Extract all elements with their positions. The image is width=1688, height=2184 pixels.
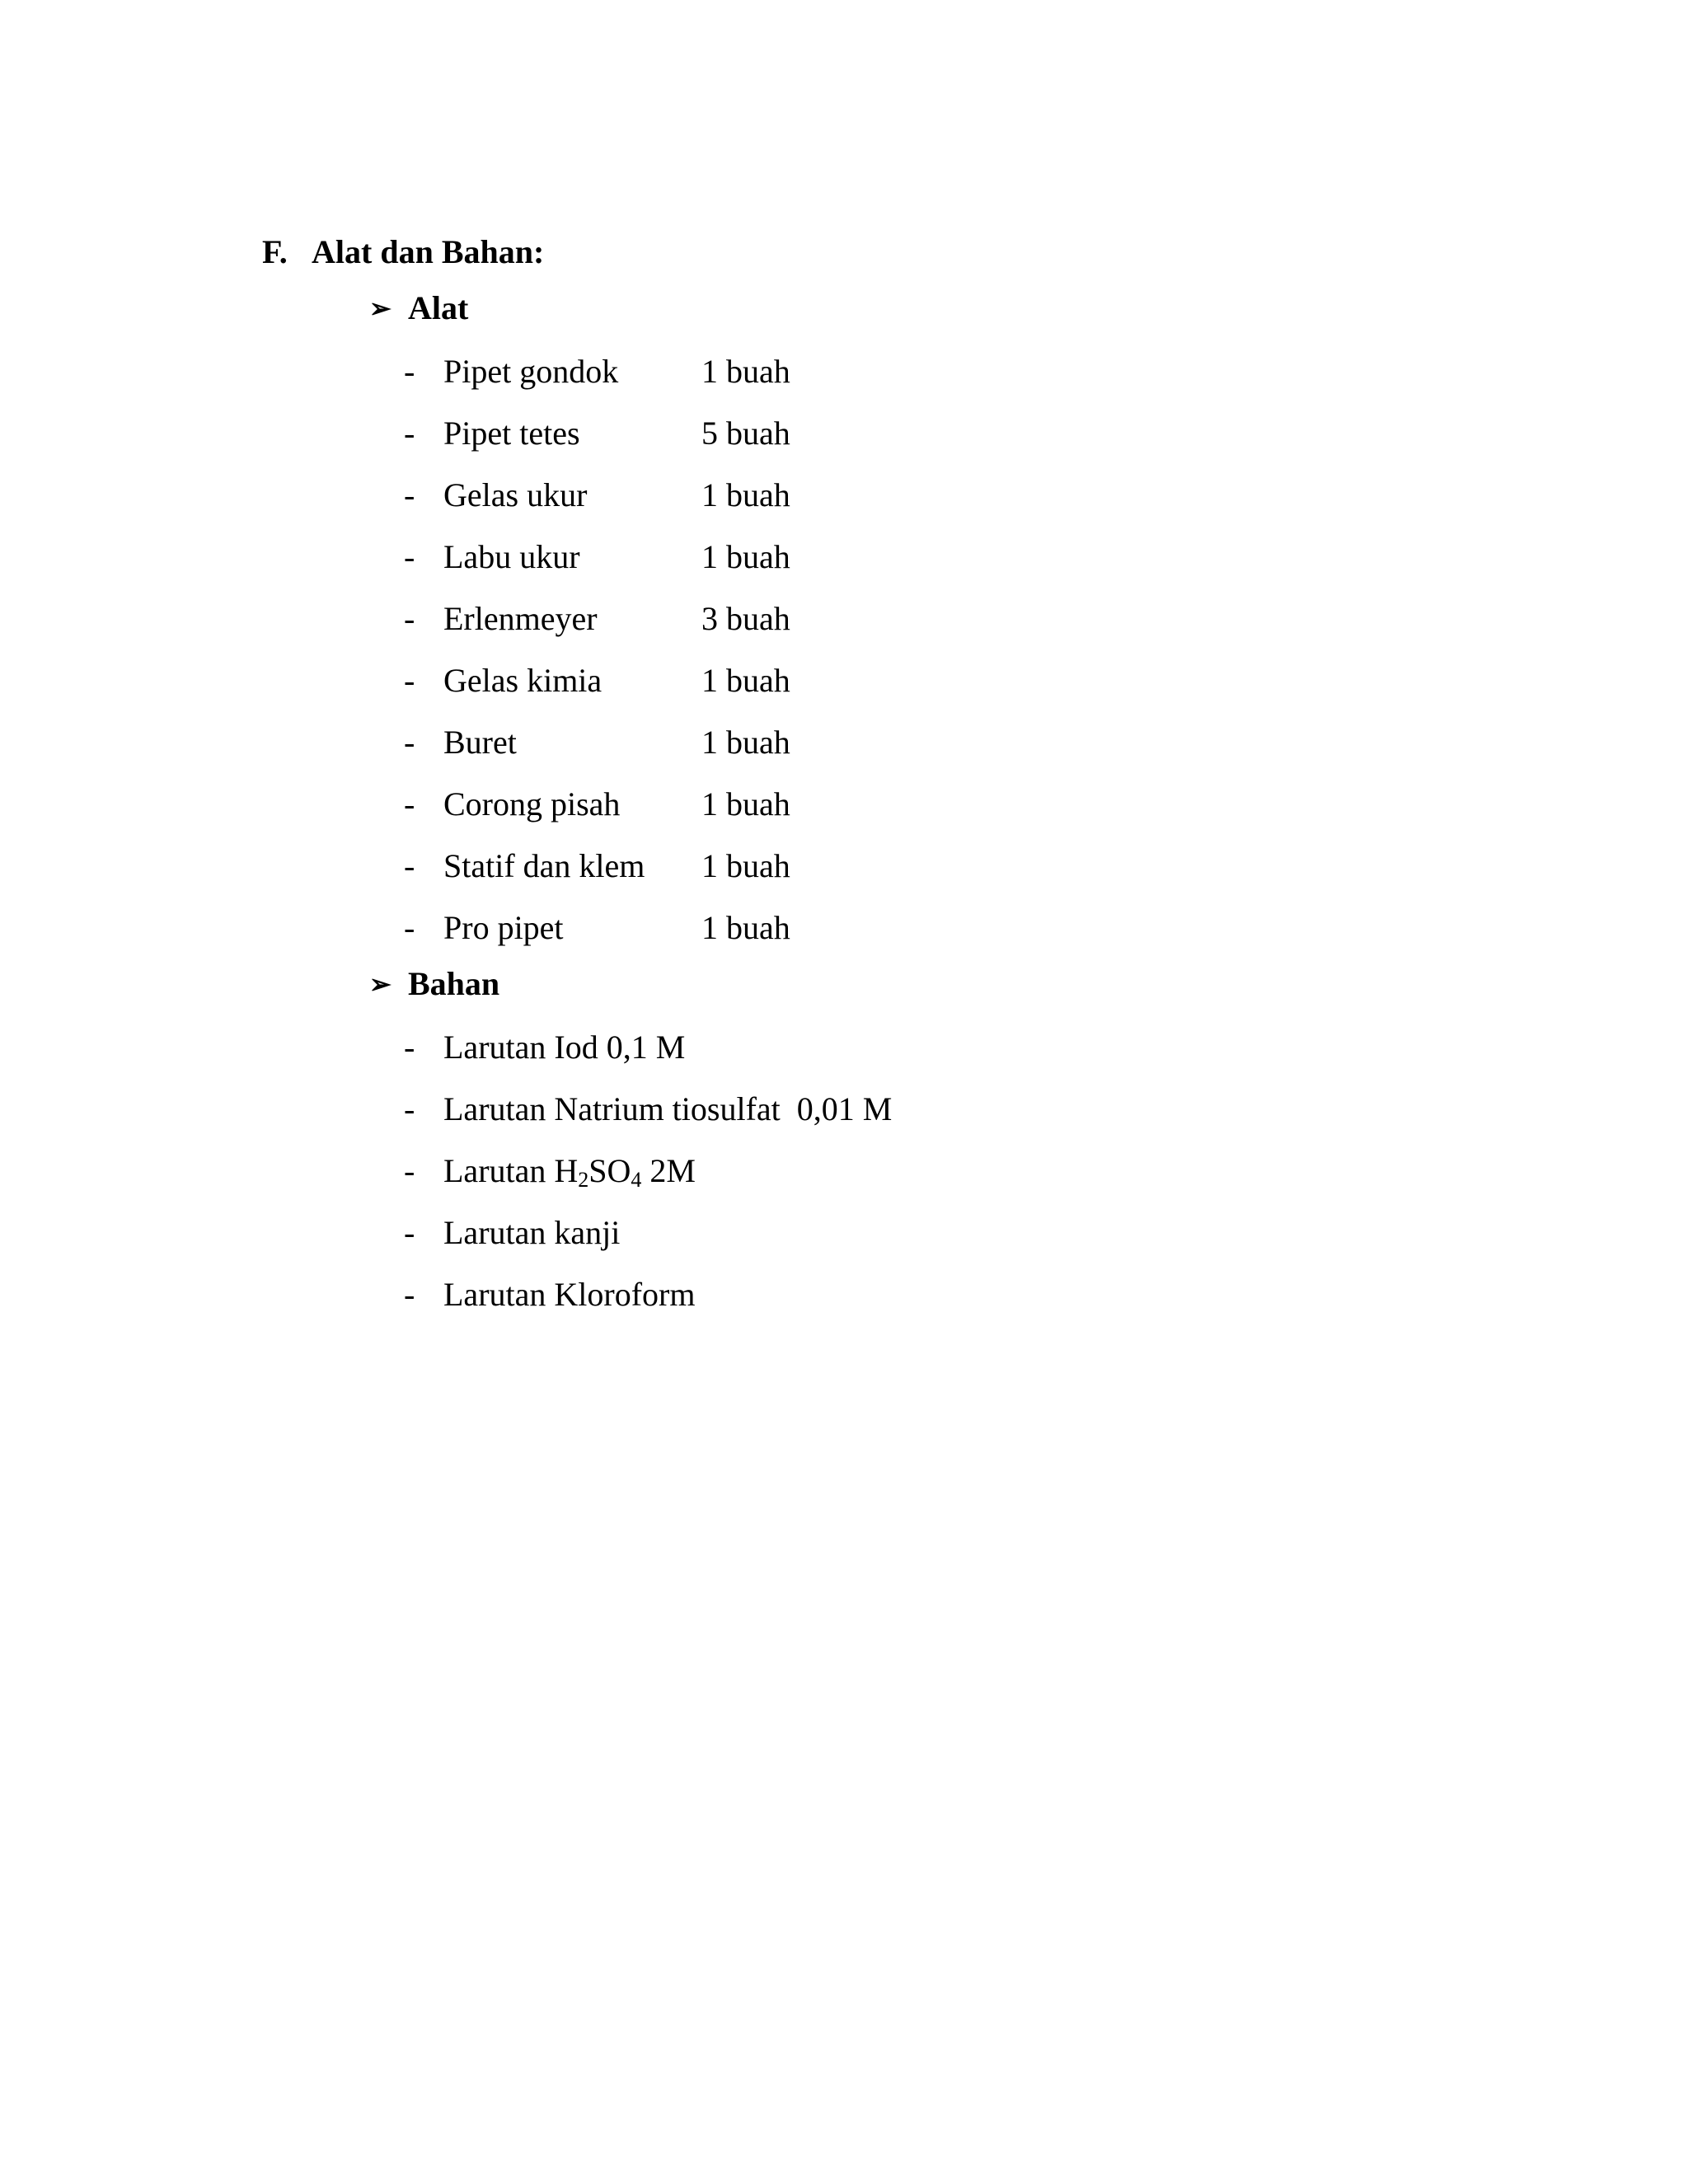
item-name: Gelas ukur [443, 476, 588, 513]
item-text: Larutan Natrium tiosulfat 0,01 M [443, 1090, 893, 1127]
list-item [404, 719, 790, 766]
dash-bullet: - [404, 785, 415, 823]
item-qty: 3 buah [701, 600, 790, 637]
item-text-formula [443, 1152, 696, 1192]
item-name: Pro pipet [443, 909, 564, 946]
dash-bullet: - [404, 1090, 415, 1127]
list-item [404, 349, 790, 395]
item-name: Buret [443, 724, 517, 761]
section-letter: F. [262, 233, 288, 270]
section-heading [262, 229, 544, 275]
dash-bullet: - [404, 538, 415, 575]
list-item [404, 1086, 892, 1132]
item-qty: 1 buah [701, 909, 790, 946]
formula-subscript-2: 4 [631, 1168, 642, 1192]
list-item [404, 658, 790, 704]
item-name: Labu ukur [443, 538, 580, 575]
item-qty: 1 buah [701, 785, 790, 823]
bahan-heading [369, 961, 499, 1007]
arrow-bullet-icon: ➢ [369, 293, 392, 323]
list-item [404, 410, 790, 457]
item-name: Statif dan klem [443, 847, 645, 884]
bahan-heading-text: Bahan [408, 965, 500, 1002]
item-qty: 1 buah [701, 538, 790, 575]
formula-subscript-1: 2 [578, 1168, 589, 1192]
item-text: Larutan kanji [443, 1214, 621, 1251]
item-qty: 1 buah [701, 662, 790, 699]
item-qty: 1 buah [701, 724, 790, 761]
dash-bullet: - [404, 909, 415, 946]
item-text: Larutan Kloroform [443, 1276, 696, 1313]
list-item [404, 781, 790, 827]
formula-prefix: Larutan H [443, 1152, 579, 1189]
section-title: Alat dan Bahan: [312, 233, 545, 270]
item-qty: 1 buah [701, 847, 790, 884]
item-name: Pipet gondok [443, 353, 619, 390]
dash-bullet: - [404, 1029, 415, 1066]
formula-suffix: 2M [641, 1152, 696, 1189]
alat-heading-text: Alat [408, 289, 469, 326]
dash-bullet: - [404, 476, 415, 513]
item-name: Corong pisah [443, 785, 621, 823]
list-item [404, 1024, 685, 1071]
dash-bullet: - [404, 415, 415, 452]
dash-bullet: - [404, 847, 415, 884]
list-item [404, 1272, 695, 1318]
dash-bullet: - [404, 1214, 415, 1251]
list-item [404, 843, 790, 889]
dash-bullet: - [404, 724, 415, 761]
dash-bullet: - [404, 353, 415, 390]
formula-mid: SO [588, 1152, 631, 1189]
list-item [404, 534, 790, 580]
item-name: Gelas kimia [443, 662, 603, 699]
arrow-bullet-icon: ➢ [369, 969, 392, 999]
alat-heading [369, 285, 468, 331]
item-name: Pipet tetes [443, 415, 580, 452]
list-item [404, 905, 790, 951]
list-item [404, 1148, 696, 1194]
list-item [404, 1210, 620, 1256]
dash-bullet: - [404, 600, 415, 637]
dash-bullet: - [404, 1152, 415, 1189]
dash-bullet: - [404, 662, 415, 699]
item-text: Larutan Iod 0,1 M [443, 1029, 686, 1066]
item-name: Erlenmeyer [443, 600, 598, 637]
item-qty: 5 buah [701, 415, 790, 452]
list-item [404, 596, 790, 642]
dash-bullet: - [404, 1276, 415, 1313]
item-qty: 1 buah [701, 476, 790, 513]
list-item [404, 472, 790, 518]
item-qty: 1 buah [701, 353, 790, 390]
